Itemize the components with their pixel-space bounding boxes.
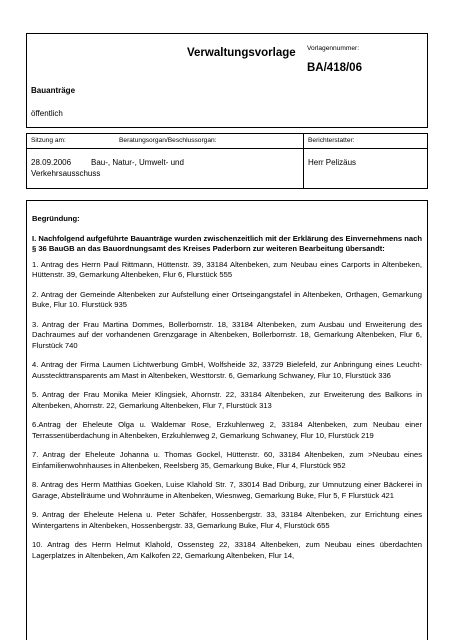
meeting-column-divider bbox=[303, 134, 304, 188]
application-item: 4. Antrag der Firma Laumen Lichtwerbung GmbH, Wolfsheide 32, 33729 Bielefeld, zur Anbringung eines Leucht-Aussteckttransparents am Mast in Altenbeken, Westtorstr. 6, Gemarkung Schwaney, Flur 10, Flurstück 336 bbox=[32, 360, 422, 380]
meeting-body-line2: Verkehrsausschuss bbox=[31, 169, 101, 178]
justification-box bbox=[26, 200, 428, 640]
application-item: 8. Antrag des Herrn Matthias Goeken, Luise Klahold Str. 7, 33014 Bad Driburg, zur Umnutzung einer Bäckerei in Garage, Abstellräume und Wohnräume in Altenbeken, Wiesnweg, Gemarkung Buke, Flur 5, F Flurstück 421 bbox=[32, 480, 422, 500]
application-item: 10. Antrag des Herrn Helmut Klahold, Ossensteg 22, 33184 Altenbeken, zum Neubau eines überdachten Lagerplatzes in Altenbeken, Am Kalkofen 22, Gemarkung Altenbeken, Flur 14, bbox=[32, 540, 422, 560]
reporter-label: Berichterstatter: bbox=[308, 137, 355, 144]
reporter-name: Herr Pelizäus bbox=[308, 158, 357, 167]
meeting-date-label: Sitzung am: bbox=[31, 137, 66, 144]
document-subject: Bauanträge bbox=[31, 86, 76, 95]
meeting-body-label: Beratungsorgan/Beschlussorgan: bbox=[119, 137, 217, 144]
visibility-status: öffentlich bbox=[31, 109, 63, 118]
meeting-date: 28.09.2006 bbox=[31, 158, 72, 167]
header-left bbox=[27, 34, 303, 127]
application-item: 3. Antrag der Frau Martina Dommes, Bollerbornstr. 18, 33184 Altenbeken, zum Ausbau und Erweiterung des Dachraumes auf der vorhandenen Grenzgarage in Altenbeken, Bollerbornstr. 18, Gemarkung Altenbeken, Flur 6, Flurstück 740 bbox=[32, 319, 422, 350]
application-item: 1. Antrag des Herrn Paul Rittmann, Hüttenstr. 39, 33184 Altenbeken, zum Neubau eines Carports in Altenbeken, Hüttenstr. 39, Gemarkung Altenbeken, Flur 6, Flurstück 555 bbox=[32, 259, 422, 279]
meeting-body-line1: Bau-, Natur-, Umwelt- und bbox=[91, 158, 184, 167]
application-item: 7. Antrag der Eheleute Johanna u. Thomas Gockel, Hüttenstr. 60, 33184 Altenbeken, zum >Neubau eines Einfamilienwohnhauses in Altenbeken, Reelsberg 35, Gemarkung Buke, Flur 4, Flurstück 952 bbox=[32, 450, 422, 470]
vorlagen-number: BA/418/06 bbox=[307, 62, 362, 74]
application-item: 6.Antrag der Eheleute Olga u. Waldemar Rose, Erzkuhlenweg 2, 33184 Altenbeken, zum Neubau einer Terrassenüberdachung in Altenbeken, Erzkuhlenweg 2, Gemarkung Schwaney, Flur 10, Flurstück 219 bbox=[32, 420, 422, 440]
meeting-box bbox=[26, 133, 428, 189]
application-item: 2. Antrag der Gemeinde Altenbeken zur Aufstellung einer Ortseingangstafel in Altenbeken, Orthagen, Gemarkung Buke, Flur 10. Flurstück 935 bbox=[32, 289, 422, 309]
application-item: 5. Antrag der Frau Monika Meier Klingsiek, Ahornstr. 22, 33184 Altenbeken, zur Erweiterung des Balkons in Altenbeken, Ahornstr. 22, Gemarkung Altenbeken, Flur 7, Flurstück 313 bbox=[32, 390, 422, 410]
justification-text bbox=[32, 214, 422, 570]
section-title: Begründung: bbox=[32, 214, 80, 223]
header-right bbox=[303, 34, 427, 127]
vorlagen-number-label: Vorlagennummer: bbox=[307, 45, 360, 52]
header-box bbox=[26, 33, 428, 128]
meeting-label-divider bbox=[27, 148, 427, 149]
document-type: Verwaltungsvorlage bbox=[187, 47, 296, 59]
application-item: 9. Antrag der Eheleute Helena u. Peter Schäfer, Hossenbergstr. 33, 33184 Altenbeken, zur Errichtung eines Wintergartens in Altenbeken, Hossenbergstr. 33, Gemarkung Buke, Flur 4, Flurstück 655 bbox=[32, 510, 422, 530]
intro-paragraph: I. Nachfolgend aufgeführte Bauanträge wurden zwischenzeitlich mit der Erklärung des Einvernehmens nach § 36 BauGB an das Bauordnungsamt des Kreises Paderborn zur weiteren Bearbeitung übersandt: bbox=[32, 233, 422, 253]
